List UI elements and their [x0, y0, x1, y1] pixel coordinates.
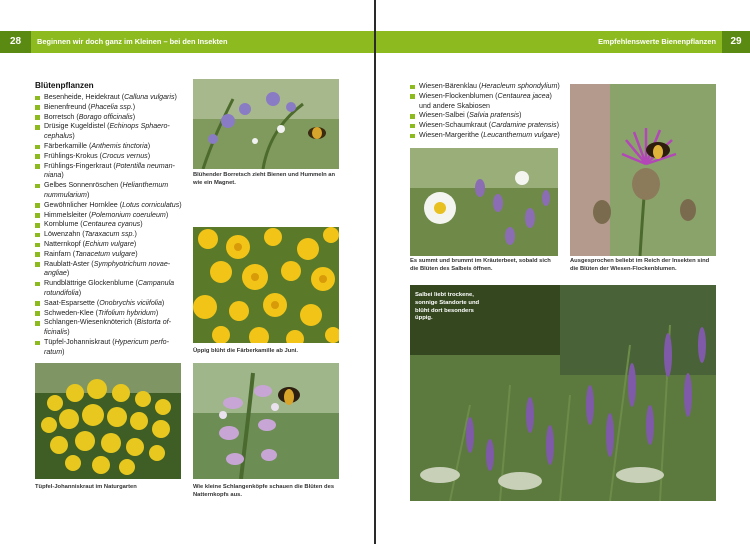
- caption-borage: Blühender Borretsch zieht Bienen und Hummeln an wie ein Magnet.: [193, 172, 336, 186]
- running-header: [376, 31, 750, 53]
- plant-common-name: Rainfarn (: [44, 249, 76, 258]
- plant-list-item: [35, 103, 185, 113]
- page-number: 29: [722, 31, 750, 53]
- plant-name-tail: ): [161, 298, 165, 307]
- plant-name-tail: ): [62, 347, 65, 356]
- plant-name-tail: ): [165, 210, 169, 219]
- plant-common-name: Färberkamille (: [44, 141, 92, 150]
- plant-common-name: Wiesen-Schaumkraut (: [419, 121, 492, 130]
- plant-common-name: Rundblättrige Glockenblume (: [44, 279, 138, 288]
- plant-list-item: [410, 111, 560, 121]
- plant-list-item: [35, 122, 185, 142]
- plant-list-item: [35, 93, 185, 103]
- plant-latin-name: Taraxacum ssp.: [84, 230, 135, 239]
- caption-sage-meadow: Es summt und brummt im Kräuterbeet, sobald sich die Blüten des Salbeis öffnen.: [410, 258, 551, 272]
- plant-name-tail: ): [86, 190, 90, 199]
- plant-latin-name: Tanacetum vulgare: [75, 249, 136, 258]
- plant-common-name: Schlangen-Wiesenknöterich (: [44, 318, 137, 327]
- plant-common-name: Drüsige Kugeldistel (: [44, 122, 110, 131]
- plant-name-tail: ): [134, 230, 137, 239]
- plant-list-item: [35, 211, 185, 221]
- plant-list-item: [35, 181, 185, 201]
- plant-name-tail: ): [179, 200, 182, 209]
- plant-list-item: [35, 220, 185, 230]
- vipers-bugloss-photo: [193, 363, 339, 479]
- plant-latin-name: Helianthemum nummularium: [44, 181, 169, 199]
- plant-common-name: Himmelsleiter (: [44, 210, 92, 219]
- plant-latin-name: Lotus corniculatus: [122, 200, 180, 209]
- plant-latin-name: Echinops Sphaero-cephalus: [44, 122, 170, 141]
- plant-common-name: Gelbes Sonnenröschen (: [44, 181, 123, 190]
- plant-common-name: Wiesen-Bärenklau (: [419, 82, 482, 90]
- plant-list-item: [35, 250, 185, 260]
- plant-name-tail: ): [61, 171, 64, 180]
- running-header: [0, 31, 374, 53]
- left-page: [0, 0, 374, 544]
- plant-common-name: Kornblume (: [44, 220, 83, 229]
- plant-name-tail: ): [519, 111, 522, 120]
- plant-latin-name: Calluna vulgaris: [124, 93, 175, 101]
- plant-common-name: Bienenfreund (: [44, 102, 91, 111]
- running-title: Beginnen wir doch ganz im Kleinen – bei den Insekten: [37, 37, 228, 46]
- plant-common-name: Saat-Esparsette (: [44, 298, 100, 307]
- plant-latin-name: Borago officinalis: [78, 112, 133, 121]
- plant-latin-name: Hypericum perfo-ratum: [44, 337, 169, 356]
- plant-list-item: [35, 113, 185, 123]
- plant-common-name: Gewöhnlicher Hornklee (: [44, 200, 123, 209]
- plant-name-tail: ): [140, 220, 143, 229]
- caption-chamomile: Üppig blüht die Färberkamille ab Juni.: [193, 348, 299, 354]
- page-number: 28: [0, 31, 31, 53]
- caption-sage-overlay: Salbei liebt trockene, sonnige Standorte und blüht dort besonders üppig.: [415, 292, 480, 322]
- plant-latin-name: Echium vulgare: [85, 239, 134, 248]
- plant-list: [35, 93, 185, 358]
- sage-meadow-photo: [410, 148, 558, 256]
- plant-latin-name: Anthemis tinctoria: [91, 141, 148, 150]
- plant-list-item: [35, 201, 185, 211]
- plant-common-name: Raublatt-Aster (: [44, 259, 94, 268]
- borage-photo: [193, 79, 339, 169]
- plant-name-tail: ): [155, 308, 159, 317]
- plant-common-name: Schweden-Klee (: [44, 308, 99, 317]
- plant-common-name: Natternkopf (: [44, 239, 86, 248]
- plant-common-name: Besenheide, Heidekraut (: [44, 93, 125, 101]
- plant-list-item: [35, 338, 185, 358]
- plant-common-name: Wiesen-Flockenblumen (: [419, 91, 498, 100]
- plant-name-tail: ): [556, 121, 559, 130]
- plant-common-name: Löwenzahn (: [44, 230, 85, 239]
- plant-name-tail: ): [147, 151, 151, 160]
- plant-latin-name: Centaurea jacea: [497, 91, 550, 100]
- plant-list-item: [410, 131, 560, 141]
- plant-name-tail: ): [147, 141, 151, 150]
- plant-list-item: [35, 152, 185, 162]
- plant-latin-name: Bistorta of-ficinalis: [44, 318, 171, 337]
- running-title: Empfehlenswerte Bienenpflanzen: [598, 37, 716, 46]
- plant-list-item: [35, 260, 185, 280]
- sage-garden-photo: [410, 285, 716, 501]
- plant-latin-name: Leucanthemum vulgare: [483, 130, 558, 139]
- plant-list-item: [410, 82, 560, 92]
- caption-vipers-bugloss: Wie kleine Schlangenköpfe schauen die Blüten des Natternkopfs aus.: [193, 484, 335, 498]
- plant-latin-name: Symphyotrichum novae-angliae: [44, 259, 171, 278]
- plant-name-tail: ): [72, 132, 75, 141]
- plant-list-continued: [410, 82, 560, 141]
- plant-list-item: [35, 142, 185, 152]
- plant-list-item: [35, 279, 185, 299]
- plant-latin-name: Salvia pratensis: [469, 111, 520, 120]
- plant-latin-name: Campanula rotundifolia: [44, 279, 175, 297]
- chamomile-photo: [193, 227, 339, 343]
- plant-name-tail: ): [132, 112, 136, 121]
- plant-latin-name: Crocus vernus: [101, 151, 148, 160]
- plant-list-item: [410, 92, 560, 112]
- plant-name-tail: ): [132, 102, 136, 111]
- plant-list-item: [35, 309, 185, 319]
- caption-st-johns-wort: Tüpfel-Johanniskraut im Naturgarten: [35, 484, 137, 490]
- plant-common-name: Borretsch (: [44, 112, 79, 121]
- plant-latin-name: Onobrychis viciifolia: [99, 298, 162, 307]
- plant-list-item: [35, 299, 185, 309]
- plant-list-item: [410, 121, 560, 131]
- plant-list-item: [35, 162, 185, 182]
- plant-latin-name: Polemonium coeruleum: [91, 210, 166, 219]
- st-johns-wort-photo: [35, 363, 181, 479]
- plant-list-item: [35, 240, 185, 250]
- plant-latin-name: Trifolium hybridum: [98, 308, 156, 317]
- plant-latin-name: Cardamine pratensis: [491, 121, 557, 130]
- right-page: [376, 0, 750, 544]
- plant-common-name: Wiesen-Margerithe (: [419, 130, 484, 139]
- plant-list-item: [35, 318, 185, 338]
- plant-list-item: [35, 230, 185, 240]
- plant-common-name: Frühlings-Fingerkraut (: [44, 161, 116, 170]
- plant-name-tail: ): [67, 328, 70, 337]
- plant-name-tail: ): [133, 239, 137, 248]
- plant-latin-name: Potentilla neuman-niana: [44, 161, 175, 180]
- plant-name-tail: ) und andere Skabiosen: [419, 91, 552, 110]
- plant-latin-name: Heracleum sphondylium: [481, 82, 558, 90]
- plant-name-tail: ): [557, 130, 560, 139]
- plant-common-name: Tüpfel-Johanniskraut (: [44, 337, 115, 346]
- section-heading: Blütenpflanzen: [35, 81, 94, 90]
- plant-latin-name: Phacelia ssp.: [90, 102, 133, 111]
- plant-common-name: Wiesen-Salbei (: [419, 111, 470, 120]
- knapweed-photo: [570, 84, 716, 256]
- plant-latin-name: Centaurea cyanus: [82, 220, 141, 229]
- plant-name-tail: ): [174, 93, 177, 101]
- plant-name-tail: ): [66, 269, 70, 278]
- plant-common-name: Frühlings-Krokus (: [44, 151, 102, 160]
- plant-name-tail: ): [78, 288, 82, 297]
- caption-knapweed: Ausgesprochen beliebt im Reich der Insekten sind die Blüten der Wiesen-Flockenblumen.: [570, 258, 710, 272]
- plant-name-tail: ): [135, 249, 138, 258]
- plant-name-tail: ): [557, 82, 560, 90]
